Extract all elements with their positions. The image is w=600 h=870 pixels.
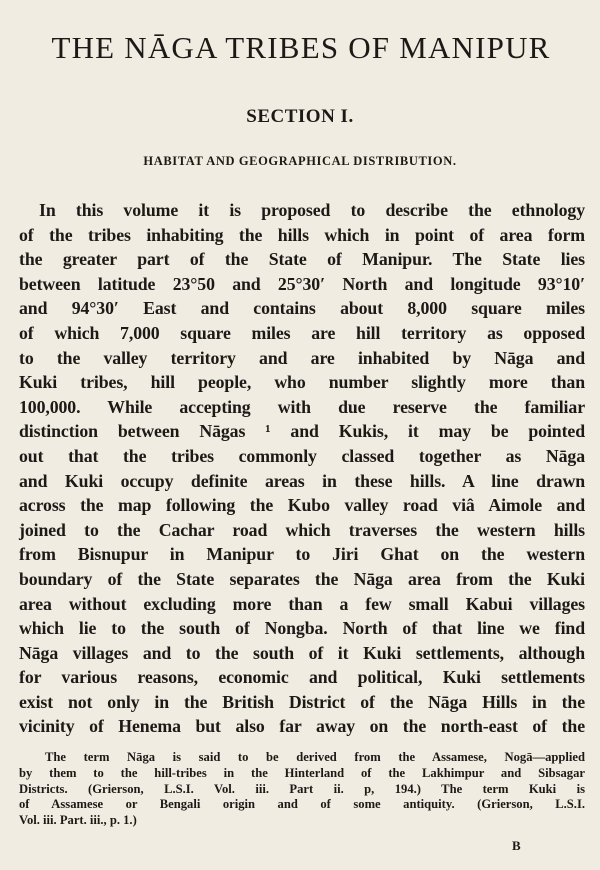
body-line: Kuki tribes, hill people, who number slightly more than [19,372,585,393]
body-line: between latitude 23°50 and 25°30′ North and longitude 93°10′ [19,273,585,294]
footnote-line: The term Nāga is said to be derived from the Assamese, Nogā—applied [45,750,585,764]
body-line: distinction between Nāgas ¹ and Kukis, it may be pointed [19,421,585,442]
body-line: area without excluding more than a few small Kabui villages [19,593,585,614]
body-line: to the valley territory and are inhabited by Nāga and [19,347,585,368]
section-subheading: HABITAT AND GEOGRAPHICAL DISTRIBUTION. [143,154,457,168]
body-line: boundary of the State separates the Nāga area from the Kuki [19,568,585,589]
body-line: out that the tribes commonly classed together as Nāga [19,445,585,466]
footnote-line: Vol. iii. Part. iii., p. 1.) [19,813,137,828]
body-line: exist not only in the British District of the Nāga Hills in the [19,691,585,712]
signature-mark: B [512,838,521,853]
footnote-line: Districts. (Grierson, L.S.I. Vol. iii. Part ii. p, 194.) The term Kuki is [19,781,585,796]
page-title: THE NĀGA TRIBES OF MANIPUR [51,30,551,65]
body-line: the greater part of the State of Manipur. The State lies [19,249,585,270]
body-line: In this volume it is proposed to describe the ethnology [39,200,585,220]
body-line: from Bisnupur in Manipur to Jiri Ghat on the western [19,544,585,565]
body-line: of the tribes inhabiting the hills which in point of area form [19,224,585,245]
body-line: 100,000. While accepting with due reserve the familiar [19,396,585,417]
body-line: and Kuki occupy definite areas in these hills. A line drawn [19,470,585,491]
body-line: across the map following the Kubo valley road viâ Aimole and [19,495,585,516]
footnote-line: by them to the hill-tribes in the Hinterland of the Lakhimpur and Sibsagar [19,765,585,780]
body-line: vicinity of Henema but also far away on the north-east of the [19,716,585,737]
body-line: for various reasons, economic and political, Kuki settlements [19,667,585,688]
body-line: and 94°30′ East and contains about 8,000 square miles [19,298,585,319]
section-heading: SECTION I. [246,106,354,127]
body-line: which lie to the south of Nongba. North of that line we find [19,618,585,639]
body-line: joined to the Cachar road which traverses the western hills [19,519,585,540]
body-paragraph [19,198,585,739]
body-line: Nāga villages and to the south of it Kuki settlements, although [19,642,585,663]
footnote-line: of Assamese or Bengali origin and of some antiquity. (Grierson, L.S.I. [19,797,585,812]
footnote [19,750,585,829]
body-line: of which 7,000 square miles are hill territory as opposed [19,322,585,343]
